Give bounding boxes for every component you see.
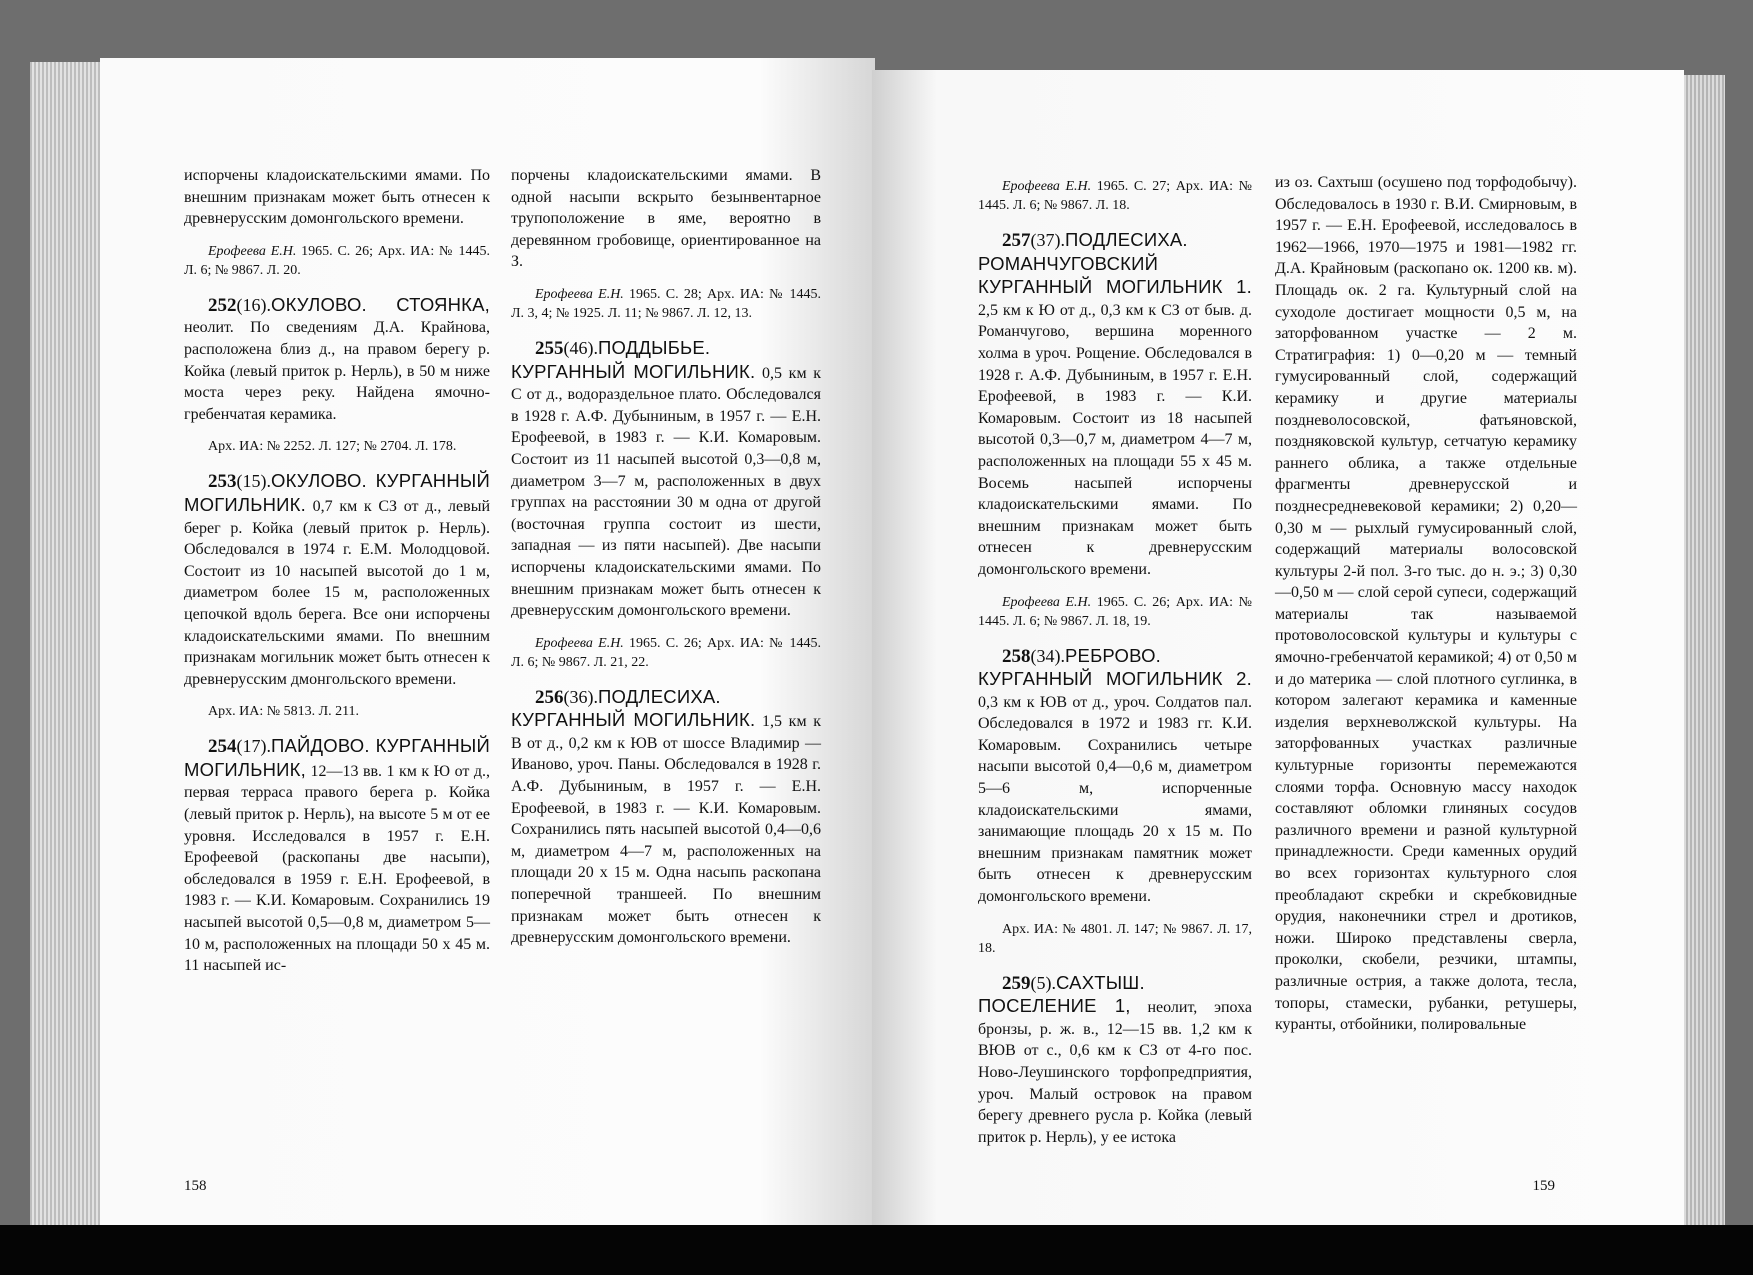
page-number-right: 159	[1532, 1178, 1555, 1194]
body-text: 2,5 км к Ю от д., 0,3 км к СЗ от быв. д. Романчугово, вершина моренного холма в уроч. Рощение. Обследовался в 1928 г. А.Ф. Дубыниным, в 1957 г. Е.Н. Ерофеевой, в 1983 г. — К.И. Комаровым. Состоит из 18 насыпей высотой 0,3—0,7 м, диаметром 4—7 м, расположенных на площади 55 х 45 м. Восемь насыпей испорчены кладоискательскими ямами. По внешним признакам может быть отнесен к древнерусским домонгольского времени.	[978, 301, 1252, 578]
body-text: 1965. С. 26; Арх. ИА: № 1445. Л. 6; № 9867. Л. 21, 22.	[511, 635, 822, 670]
body-text: 12—13 вв. 1 км к Ю от д., первая терраса правого берега р. Койка (левый приток р. Нерль), на высоте 5 м от ее уровня. Исследовался в 1957 г. Е.Н. Ерофеевой (раскопаны две насыпи), обследовался в 1959 г. Е.Н. Ерофеевой, в 1983 г. — К.И. Комаровым. Сохранились 19 насыпей высотой 0,5—0,8 м, диаметром 5—10 м, расположенных на площади 50 х 45 м. 11 насыпей ис-	[184, 762, 490, 975]
column-3-wrapper	[978, 165, 1252, 1195]
entry-map-number: (36).	[563, 686, 598, 707]
bibliographic-reference	[184, 437, 490, 456]
page-number-left: 158	[184, 1178, 207, 1194]
page-edges-right	[1680, 75, 1725, 1225]
entry-number: 256	[535, 686, 564, 708]
entry-title: ПОДЛЕСИХА. РОМАНЧУГОВСКИЙ КУРГАННЫЙ МОГИЛЬНИК 1.	[978, 229, 1252, 298]
body-text: порчены кладоискательскими ямами. В одной насыпи вскрыто безынвентарное трупоположение в яме, вероятно в деревянном гробовище, ориентированное на З.	[511, 167, 821, 271]
bibliographic-reference	[978, 177, 1252, 215]
catalog-entry	[511, 337, 821, 622]
catalog-entry	[184, 294, 490, 426]
catalog-entry	[978, 645, 1252, 908]
body-text: испорчены кладоискательскими ямами. По внешним признакам может быть отнесен к древнерусским домонгольского времени.	[184, 167, 490, 228]
body-text: 0,5 км к С от д., водораздельное плато. Обследовался в 1928 г. А.Ф. Дубыниным, в 1957 г. — Е.Н. Ерофеевой, в 1983 г. — К.И. Комаровым. Состоит из 11 насыпей высотой 0,3—0,8 м, диаметром 3—7 м, расположенных в двух группах на расстоянии 30 м одна от другой (восточная группа состоит из шести, западная — из пяти насыпей). Две насыпи испорчены кладоискательскими ямами. По внешним признакам может быть отнесен к древнерусским домонгольского времени.	[511, 364, 821, 620]
entry-map-number: (16).	[236, 294, 271, 315]
reference-author: Ерофеева Е.Н.	[1002, 179, 1092, 194]
entry-number: 252	[208, 294, 237, 316]
body-text: Арх. ИА: № 2252. Л. 127; № 2704. Л. 178.	[208, 439, 457, 455]
column-3	[978, 165, 1252, 1148]
entry-map-number: (15).	[236, 471, 271, 492]
body-text: 1965. С. 26; Арх. ИА: № 1445. Л. 6; № 9867. Л. 18, 19.	[978, 594, 1252, 629]
bibliographic-reference	[978, 920, 1252, 958]
body-text: 0,7 км к СЗ от д., левый берег р. Койка (левый приток р. Нерль). Обследовался в 1974 г. Е.М. Молодцовой. Состоит из 10 насыпей высотой до 1 м, диаметром более 15 м, расположенных цепочкой вдоль берега. Все они испорчены кладоискательскими ямами. По внешним признакам могильник может быть отнесен к древнерусским дмонгольского времени.	[184, 497, 490, 688]
entry-map-number: (34).	[1030, 645, 1065, 666]
body-text: 1,5 км к В от д., 0,2 км к ЮВ от шоссе Владимир — Иваново, уроч. Паны. Обследовался в 1928 г. А.Ф. Дубыниным, в 1957 г. — Е.Н. Ерофеевой, в 1983 г. — К.И. Комаровым. Сохранились пять насыпей высотой 0,4—0,6 м, диаметром 4—7 м, расположенных на площади 20 х 15 м. Одна насыпь раскопана поперечной траншеей. По внешним признакам может быть отнесен к древнерусским домонгольского времени.	[511, 713, 821, 947]
column-4	[1275, 172, 1577, 1036]
reference-author: Ерофеева Е.Н.	[535, 635, 624, 651]
body-text: 1965. С. 27; Арх. ИА: № 1445. Л. 6; № 9867. Л. 18.	[978, 179, 1252, 213]
body-text: 1965. С. 28; Арх. ИА: № 1445. Л. 3, 4; № 1925. Л. 11; № 9867. Л. 12, 13.	[511, 286, 822, 321]
entry-number: 257	[1002, 230, 1031, 251]
reference-author: Ерофеева Е.Н.	[1002, 594, 1092, 610]
body-text: 1965. С. 26; Арх. ИА: № 1445. Л. 6; № 9867. Л. 20.	[184, 243, 490, 278]
entry-number: 254	[208, 736, 237, 758]
reference-author: Ерофеева Е.Н.	[535, 286, 624, 302]
catalog-entry	[184, 470, 490, 690]
entry-title: РЕБРОВО. КУРГАННЫЙ МОГИЛЬНИК 2.	[978, 644, 1252, 690]
body-text: 0,3 км к ЮВ от д., уроч. Солдатов пал. Обследовался в 1972 и 1983 гг. К.И. Комаровым. Сохранились четыре насыпи высотой 0,4—0,6 м, диаметром 5—6 м, испорченные кладоискательскими ямами, занимающие площадь 20 х 15 м. По внешним признакам памятник может быть отнесен к древнерусским домонгольского времени.	[978, 693, 1252, 906]
paragraph	[511, 165, 821, 273]
body-text: Арх. ИА: № 4801. Л. 147; № 9867. Л. 17, 18.	[978, 921, 1252, 956]
reference-author: Ерофеева Е.Н.	[208, 243, 297, 259]
bibliographic-reference	[184, 702, 490, 721]
entry-title: САХТЫШ. ПОСЕЛЕНИЕ 1,	[978, 971, 1145, 1017]
column-1-wrapper	[184, 165, 490, 1195]
entry-map-number: (37).	[1030, 230, 1065, 250]
entry-number: 255	[535, 337, 564, 359]
bibliographic-reference	[184, 242, 490, 280]
paragraph	[1275, 172, 1577, 1036]
entry-number: 259	[1002, 972, 1031, 994]
entry-map-number: (17).	[236, 736, 271, 757]
entry-number: 253	[208, 471, 237, 493]
catalog-entry	[978, 229, 1252, 581]
bibliographic-reference	[978, 593, 1252, 631]
body-text: неолит. По сведениям Д.А. Крайнова, расположена близ д., на правом берегу р. Койка (левый приток р. Нерль), в 50 м ниже моста через реку. Найдена ямочно-гребенчатая керамика.	[184, 319, 490, 423]
column-4-wrapper	[1275, 172, 1577, 1195]
scan-shadow	[0, 1225, 1753, 1275]
entry-title: ПОДДЫБЬЕ. КУРГАННЫЙ МОГИЛЬНИК.	[511, 336, 756, 382]
entry-title: ОКУЛОВО. КУРГАННЫЙ МОГИЛЬНИК.	[184, 470, 490, 515]
catalog-entry	[978, 972, 1252, 1149]
column-2	[511, 165, 821, 949]
body-text: из оз. Сахтыш (осушено под торфодобычу). Обследовалось в 1930 г. В.И. Смирновым, в 1957 г. — Е.Н. Ерофеевой, исследовалось в 1962—1966, 1970—1975 и 1981—1982 гг. Д.А. Крайновым (раскопано ок. 1200 кв. м). Площадь ок. 2 га. Культурный слой на суходоле достигает мощности 0,5 м, на заторфованном участке — 2 м. Стратиграфия: 1) 0—0,20 м — темный гумусированный слой, содержащий керамику и другие материалы поздневолосовской, фатьяновской, поздняковской культур, сетчатую керамику раннего облика, а также отдельные фрагменты древнерусской и позднесредневековой керамики; 2) 0,20—0,30 м — рыхлый гумусированный слой, содержащий материалы волосовской культуры 2-й пол. 3-го тыс. до н. э.; 3) 0,30—0,50 м — слой серой супеси, содержащий материалы так называемой протоволосовской культуры и культуры с ямочно-гребенчатой керамикой; 4) от 0,50 м и до материка — слой плотного суглинка, в котором залегают керамика и каменные изделия верхневолжской культуры. На заторфованных участках различные культурные горизонты перемежаются слоями торфа. Основную массу находок составляют обломки глиняных сосудов различного времени и разной культурной принадлежности. Среди каменных орудий во всех горизонтах культурного слоя преобладают скребки и скребковидные орудия, наконечники стрел и дротиков, ножи. Широко представлены сверла, проколки, скобели, резчики, штампы, различные острия, а также долота, тесла, топоры, стамески, рубанки, ретушеры, куранты, отбойники, полировальные	[1275, 174, 1577, 1034]
column-1	[184, 165, 490, 977]
bibliographic-reference	[511, 285, 821, 323]
entry-title: ОКУЛОВО. СТОЯНКА,	[271, 293, 490, 315]
entry-title: ПАЙДОВО. КУРГАННЫЙ МОГИЛЬНИК,	[184, 735, 490, 780]
entry-title: ПОДЛЕСИХА. КУРГАННЫЙ МОГИЛЬНИК.	[511, 685, 756, 731]
entry-map-number: (46).	[563, 337, 598, 358]
entry-map-number: (5).	[1030, 972, 1056, 993]
body-text: неолит, эпоха бронзы, р. ж. в., 12—15 вв. 1,2 км к ВЮВ от с., 0,6 км к СЗ от 4-го пос. Ново-Леушинского торфопредприятия, уроч. Малый островок на правом берегу древнего русла р. Койка (левый приток р. Нерль), у ее истока	[978, 999, 1252, 1146]
body-text: Арх. ИА: № 5813. Л. 211.	[208, 704, 360, 720]
paragraph	[184, 165, 490, 230]
column-2-wrapper	[511, 165, 821, 1195]
bibliographic-reference	[511, 634, 821, 672]
catalog-entry	[184, 735, 490, 977]
page-edges-left	[30, 62, 105, 1227]
entry-number: 258	[1002, 645, 1031, 667]
catalog-entry	[511, 686, 821, 949]
